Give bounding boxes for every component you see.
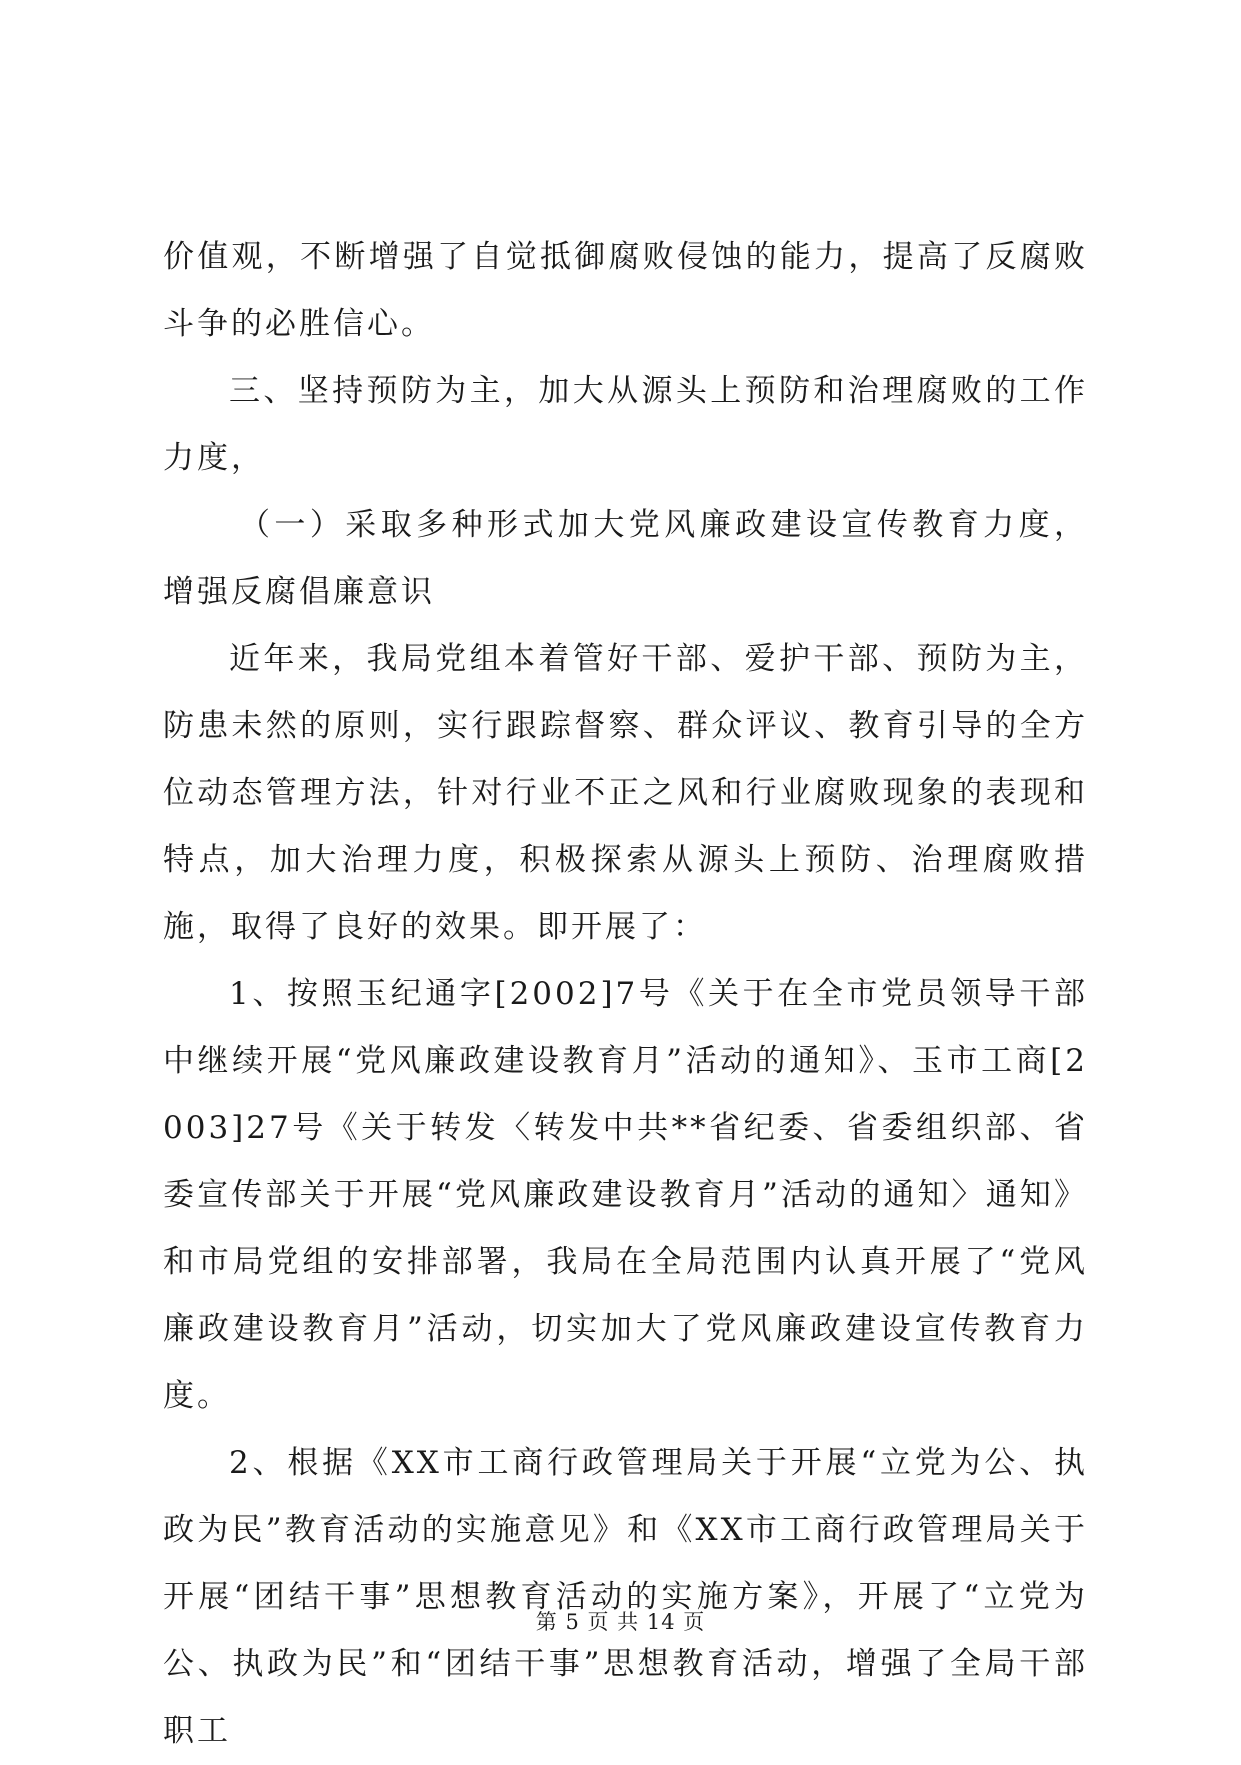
list-item-2: 2、根据《XX市工商行政管理局关于开展“立党为公、执政为民”教育活动的实施意见》和《XX市工商行政管理局关于开展“团结干事”思想教育活动的实施方案》，开展了“立党为公、执政为民”和“团结干事”思想教育活动，增强了全局干部职工 — [163, 1445, 1088, 1749]
paragraph-continuation: 价值观，不断增强了自觉抵御腐败侵蚀的能力，提高了反腐败斗争的必胜信心。 — [163, 239, 1088, 342]
page-number-footer: 第 5 页 共 14 页 — [535, 1610, 706, 1634]
list-item-1: 1、按照玉纪通字[2002]7号《关于在全市党员领导干部中继续开展“党风廉政建设教育月”活动的通知》、玉市工商[2003]27号《关于转发〈转发中共**省纪委、省委组织部、省委宣传部关于开展“党风廉政建设教育月”活动的通知〉通知》和市局党组的安排部署，我局在全局范围内认真开展了“党风廉政建设教育月”活动，切实加大了党风廉政建设宣传教育力度。 — [163, 976, 1088, 1414]
section-heading: 三、坚持预防为主，加大从源头上预防和治理腐败的工作力度， — [163, 373, 1088, 476]
body-paragraph: 近年来，我局党组本着管好干部、爱护干部、预防为主，防患未然的原则，实行跟踪督察、群众评议、教育引导的全方位动态管理方法，针对行业不正之风和行业腐败现象的表现和特点，加大治理力度，积极探索从源头上预防、治理腐败措施，取得了良好的效果。即开展了： — [163, 641, 1088, 945]
document-body — [163, 224, 1088, 1765]
subsection-heading: （一）采取多种形式加大党风廉政建设宣传教育力度，增强反腐倡廉意识 — [163, 507, 1088, 610]
